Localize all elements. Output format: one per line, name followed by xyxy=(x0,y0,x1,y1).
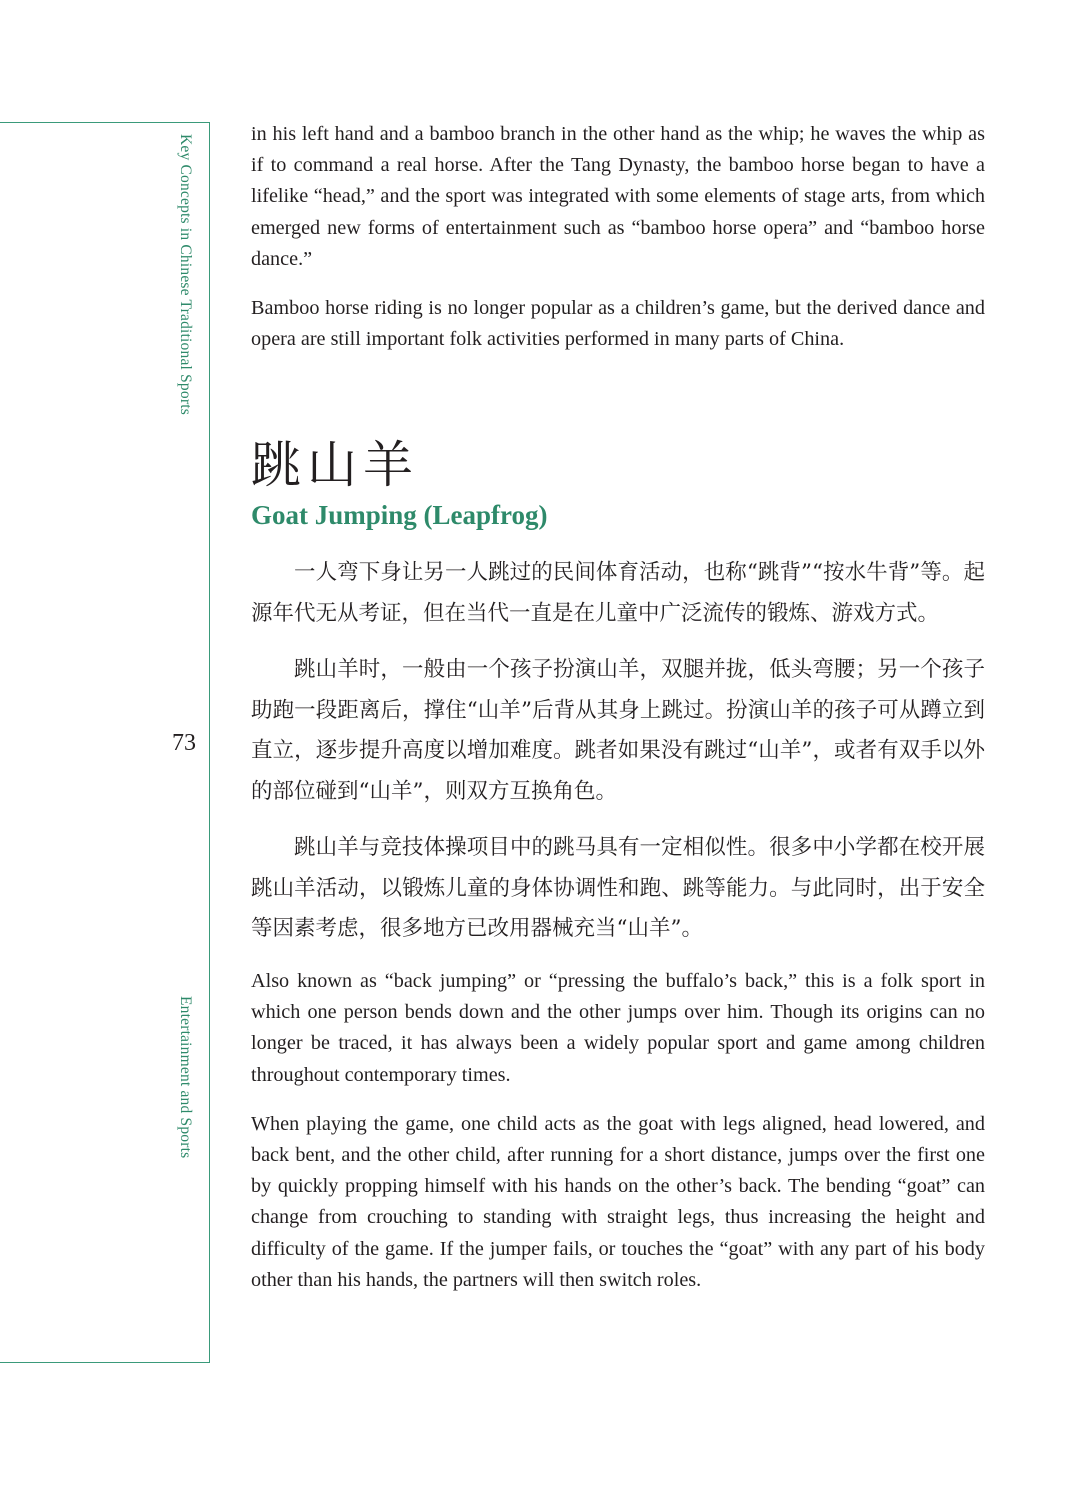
main-content xyxy=(251,119,985,1314)
chinese-paragraph: 跳山羊时，一般由一个孩子扮演山羊，双腿并拢，低头弯腰；另一个孩子助跑一段距离后，撑住“山羊”后背从其身上跳过。扮演山羊的孩子可从蹲立到直立，逐步提升高度以增加难度。跳者如果没有跳过“山羊”，或者有双手以外的部位碰到“山羊”，则双方互换角色。 xyxy=(251,657,985,804)
entry-title-english: Goat Jumping (Leapfrog) xyxy=(251,500,548,531)
intro-paragraph: in his left hand and a bamboo branch in the other hand as the whip; he waves the whip as if to command a real horse. After the Tang Dynasty, the bamboo horse began to have a lifelike “head,” and the sport was integrated with some elements of stage arts, from which emerged new forms of entertainment such as “bamboo horse opera” and “bamboo horse dance.” xyxy=(251,123,985,270)
english-paragraph: When playing the game, one child acts as the goat with legs aligned, head lowered, and back bent, and the other child, after running for a short distance, jumps over the first one by quickly propping himself with his hands on the other’s back. The bending “goat” can change from crouching to standing with straight legs, thus increasing the height and difficulty of the game. If the jumper fails, or touches the “goat” with any part of his body other than his hands, the partners will then switch roles. xyxy=(251,1112,985,1291)
sidebar-top-rule xyxy=(0,122,210,123)
sidebar-bottom-rule xyxy=(0,1362,210,1363)
english-paragraph: Also known as “back jumping” or “pressing the buffalo’s back,” this is a folk sport in which one person bends down and the other jumps over him. Though its origins can no longer be traced, it has always been a widely popular sport and game among children throughout contemporary times. xyxy=(251,969,985,1086)
sidebar-vertical-rule xyxy=(209,122,210,1363)
running-head-book-title: Key Concepts in Chinese Traditional Sports xyxy=(177,134,194,415)
chinese-paragraph: 跳山羊与竞技体操项目中的跳马具有一定相似性。很多中小学都在校开展跳山羊活动，以锻炼儿童的身体协调性和跑、跳等能力。与此同时，出于安全等因素考虑，很多地方已改用器械充当“山羊”。 xyxy=(251,835,985,942)
intro-paragraph: Bamboo horse riding is no longer popular as a children’s game, but the derived dance and opera are still important folk activities performed in many parts of China. xyxy=(251,297,985,351)
page-number: 73 xyxy=(172,730,196,756)
chinese-paragraph: 一人弯下身让另一人跳过的民间体育活动，也称“跳背”“按水牛背”等。起源年代无从考证，但在当代一直是在儿童中广泛流传的锻炼、游戏方式。 xyxy=(251,560,985,626)
running-head-section-title: Entertainment and Sports xyxy=(177,996,194,1159)
entry-title-chinese: 跳山羊 xyxy=(251,436,419,495)
